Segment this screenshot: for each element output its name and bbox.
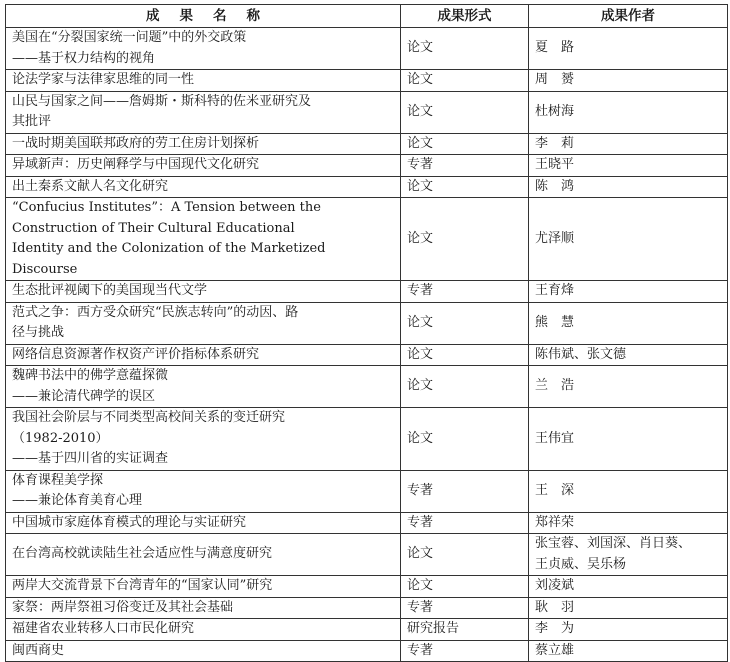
- name-line: 美国在“分裂国家统一问题”中的外交政策: [12, 30, 247, 45]
- cell-form: 研究报告: [401, 619, 529, 641]
- name-line: 魏碑书法中的佛学意蕴探微: [12, 368, 169, 383]
- table-row: [6, 344, 728, 366]
- name-line: 在台湾高校就读陆生社会适应性与满意度研究: [12, 546, 273, 562]
- cell-author: [529, 133, 728, 155]
- cell-form: 论文: [401, 534, 529, 576]
- name-line: 出土秦系文献人名文化研究: [12, 178, 169, 194]
- cell-name: [6, 28, 401, 70]
- cell-author: [529, 281, 728, 303]
- cell-author: [529, 640, 728, 662]
- table-header-row: [6, 5, 728, 28]
- cell-form: 论文: [401, 366, 529, 408]
- cell-name: [6, 470, 401, 512]
- table-row: [6, 366, 728, 408]
- name-line: 体育课程美学探: [12, 472, 104, 488]
- author-line: 陈 鸿: [535, 178, 575, 194]
- author-line: 王晓平: [535, 157, 575, 172]
- cell-form: 专著: [401, 512, 529, 534]
- cell-form: 专著: [401, 155, 529, 177]
- cell-form: 论文: [401, 344, 529, 366]
- table-row: [6, 408, 728, 471]
- cell-form: 专著: [401, 281, 529, 303]
- cell-author: [529, 70, 728, 92]
- author-line: 李 莉: [535, 135, 575, 151]
- table-row: [6, 155, 728, 177]
- header-author: 成果作者: [529, 5, 728, 28]
- table-row: [6, 470, 728, 512]
- name-line: 异域新声：历史阐释学与中国现代文化研究: [12, 157, 260, 172]
- name-line: 福建省农业转移人口市民化研究: [12, 621, 195, 636]
- cell-form: 论文: [401, 302, 529, 344]
- table-row: [6, 133, 728, 155]
- name-line: “Confucius Institutes”：A Tension between the: [12, 200, 321, 215]
- author-line: 王 深: [535, 482, 575, 498]
- name-line: 我国社会阶层与不同类型高校间关系的变迁研究: [12, 410, 286, 425]
- name-line: 其批评: [12, 114, 52, 129]
- cell-name: [6, 597, 401, 619]
- author-line: 李 为: [535, 621, 575, 636]
- cell-author: [529, 302, 728, 344]
- name-line: 家祭：两岸祭祖习俗变迁及其社会基础: [12, 599, 234, 615]
- cell-form: 论文: [401, 91, 529, 133]
- cell-name: [6, 534, 401, 576]
- cell-form: 论文: [401, 176, 529, 198]
- table-row: [6, 70, 728, 92]
- name-line: ——基于四川省的实证调查: [12, 451, 169, 466]
- table-row: [6, 534, 728, 576]
- name-line: 径与挑战: [12, 325, 65, 340]
- name-line: Construction of Their Cultural Educational: [12, 220, 295, 236]
- cell-name: [6, 70, 401, 92]
- table-row: [6, 198, 728, 281]
- table-row: [6, 91, 728, 133]
- name-line: Identity and the Colonization of the Marketized: [12, 241, 326, 256]
- author-line: 蔡立雄: [535, 642, 575, 658]
- name-line: 生态批评视阈下的美国现当代文学: [12, 283, 208, 298]
- cell-author: [529, 534, 728, 576]
- table-row: [6, 512, 728, 534]
- cell-author: [529, 619, 728, 641]
- name-line: （1982-2010）: [12, 430, 109, 446]
- author-line: 张宝蓉、刘国深、肖日葵、: [535, 536, 692, 551]
- cell-author: [529, 512, 728, 534]
- cell-author: [529, 576, 728, 598]
- cell-name: [6, 512, 401, 534]
- cell-name: [6, 198, 401, 281]
- author-line: 杜树海: [535, 103, 575, 119]
- cell-name: [6, 176, 401, 198]
- cell-name: [6, 344, 401, 366]
- cell-form: 论文: [401, 28, 529, 70]
- name-line: 山民与国家之间——詹姆斯・斯科特的佐米亚研究及: [12, 93, 312, 109]
- cell-name: [6, 576, 401, 598]
- cell-form: 论文: [401, 133, 529, 155]
- cell-author: [529, 408, 728, 471]
- author-line: 夏 路: [535, 40, 575, 56]
- cell-author: [529, 176, 728, 198]
- author-line: 周 赟: [535, 72, 575, 87]
- cell-form: 专著: [401, 470, 529, 512]
- author-line: 王育烽: [535, 283, 575, 298]
- name-line: 网络信息资源著作权资产评价指标体系研究: [12, 346, 260, 362]
- name-line: 一战时期美国联邦政府的劳工住房计划探析: [12, 135, 260, 151]
- cell-form: 专著: [401, 640, 529, 662]
- cell-author: [529, 366, 728, 408]
- cell-name: [6, 302, 401, 344]
- table-row: [6, 28, 728, 70]
- cell-author: [529, 155, 728, 177]
- table-row: [6, 640, 728, 662]
- cell-name: [6, 408, 401, 471]
- cell-form: 论文: [401, 70, 529, 92]
- author-line: 王贞威、吴乐杨: [535, 556, 627, 572]
- cell-form: 论文: [401, 576, 529, 598]
- name-line: 范式之争：西方受众研究“民族志转向”的动因、路: [12, 304, 299, 320]
- cell-name: [6, 91, 401, 133]
- name-line: Discourse: [12, 261, 78, 277]
- table-row: [6, 576, 728, 598]
- name-line: ——兼论清代碑学的误区: [12, 388, 156, 404]
- name-line: ——兼论体育美育心理: [12, 493, 143, 508]
- cell-name: [6, 640, 401, 662]
- cell-name: [6, 619, 401, 641]
- cell-author: [529, 344, 728, 366]
- author-line: 陈伟斌、张文德: [535, 346, 627, 362]
- name-line: 闽西商史: [12, 642, 65, 658]
- table-body: [6, 28, 728, 662]
- author-line: 兰 浩: [535, 378, 575, 394]
- author-line: 熊 慧: [535, 314, 575, 330]
- author-line: 尤泽顺: [535, 230, 575, 246]
- table-row: [6, 176, 728, 198]
- cell-name: [6, 133, 401, 155]
- cell-name: [6, 281, 401, 303]
- name-line: 论法学家与法律家思维的同一性: [12, 72, 195, 87]
- author-line: 郑祥荣: [535, 514, 575, 530]
- cell-author: [529, 28, 728, 70]
- table-row: [6, 619, 728, 641]
- cell-form: 专著: [401, 597, 529, 619]
- table-row: [6, 281, 728, 303]
- author-line: 耿 羽: [535, 599, 575, 615]
- name-line: ——基于权力结构的视角: [12, 50, 156, 66]
- cell-author: [529, 91, 728, 133]
- author-line: 刘凌斌: [535, 578, 575, 593]
- achievements-table: [5, 4, 728, 662]
- table-row: [6, 597, 728, 619]
- cell-name: [6, 155, 401, 177]
- author-line: 王伟宜: [535, 430, 575, 446]
- header-name: 成果名称: [6, 5, 401, 28]
- cell-form: 论文: [401, 198, 529, 281]
- name-line: 中国城市家庭体育模式的理论与实证研究: [12, 514, 247, 530]
- name-line: 两岸大交流背景下台湾青年的“国家认同”研究: [12, 578, 273, 593]
- cell-author: [529, 597, 728, 619]
- cell-name: [6, 366, 401, 408]
- cell-author: [529, 198, 728, 281]
- table-row: [6, 302, 728, 344]
- header-form: 成果形式: [401, 5, 529, 28]
- cell-author: [529, 470, 728, 512]
- cell-form: 论文: [401, 408, 529, 471]
